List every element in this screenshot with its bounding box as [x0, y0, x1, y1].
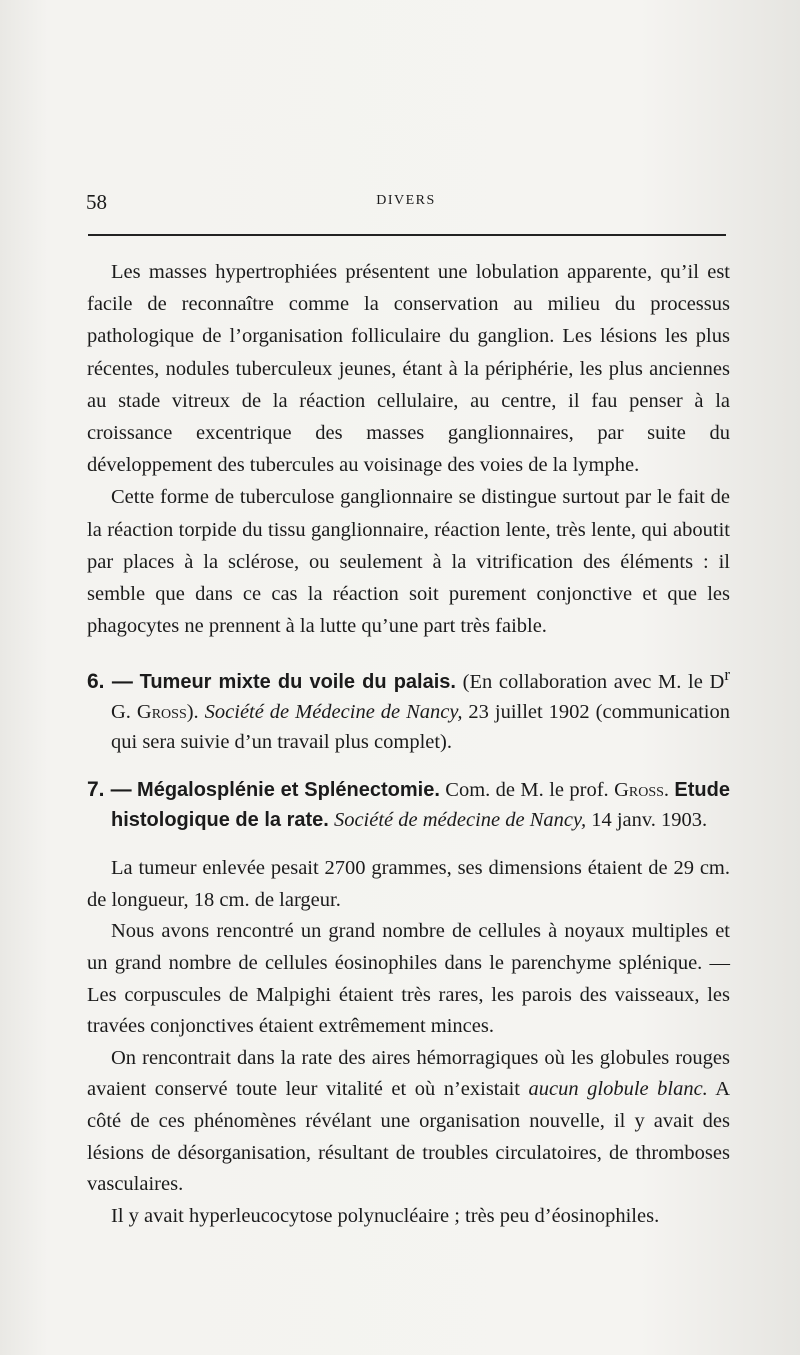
paragraph-3: La tumeur enlevée pesait 2700 grammes, ses dimensions étaient de 29 cm. de longueur, 18 cm. de largeur. — [87, 857, 730, 911]
entry-6-ref-sup: r — [724, 665, 730, 685]
page-header — [86, 190, 726, 220]
entry-6-title: Tumeur mixte du voile du palais. — [139, 671, 456, 694]
entry-7-text — [87, 775, 730, 835]
entry-7-title: Mégalosplénie et Splénectomie. — [137, 779, 440, 802]
paragraph-5-b: A côté de ces phénomènes révélant une organisation nouvelle, il y avait des lésions de désorganisation, résultant de troubles circulatoires, de thromboses vasculaires. — [87, 1078, 730, 1196]
entry-6-ref-d: 23 juillet 1902 (communication qui sera suivie d’un travail plus complet). — [111, 701, 730, 754]
entry-7-title-2: Etude histologique de la rate. — [111, 779, 730, 832]
paragraph-4: Nous avons rencontré un grand nombre de cellules à noyaux multiples et un grand nombre de cellules éosinophiles dans le parenchyme splénique. — Les corpuscules de Malpighi étaient très rares, les parois des vaisseaux, les travées conjonctives étaient extrêmement minces. — [87, 920, 730, 1038]
entry-6-journal: Société de Médecine de Nancy, — [204, 701, 463, 724]
entry-7-number: 7. — — [87, 778, 132, 802]
section-gap — [87, 835, 730, 853]
bibliography-entry-6 — [87, 660, 730, 757]
paragraph-6: Il y avait hyperleucocytose polynucléaire ; très peu d’éosinophiles. — [111, 1204, 660, 1227]
entry-6-ref-a: (En collaboration avec M. le D — [462, 671, 725, 694]
paragraph-5-italic: aucun globule blanc. — [528, 1078, 708, 1101]
page-number: 58 — [86, 190, 107, 214]
header-rule — [88, 234, 726, 236]
entry-7-journal: Société de médecine de Nancy, — [333, 809, 587, 832]
entry-6-ref-b: G. — [111, 701, 137, 724]
bibliography-entry-7 — [87, 775, 730, 835]
running-head: DIVERS — [376, 193, 436, 208]
paragraph-5-a: On rencontrait dans la rate des aires hémorragiques où les globules rouges avaient conservé toute leur vitalité et où n’existait — [87, 1046, 730, 1101]
entry-6-text — [87, 660, 730, 757]
entry-6-ref-c: ). — [186, 701, 199, 724]
paragraph-1: Les masses hypertrophiées présentent une lobulation apparente, qu’il est facile de reconnaître comme la conservation au milieu du processus pathologique de l’organisation folliculaire du ganglion. Les lésions les plus récentes, nodules tuberculeux jeunes, étant à la périphérie, les plus anciennes au stade vitreux de la réaction cellulaire, au centre, il fau penser à la croissance excentrique des masses ganglionnaires, par suite du développement des tubercules au voisinage des voies de la lymphe. — [87, 261, 730, 477]
entry-7-ref-b: 14 janv. 1903. — [586, 809, 708, 832]
entry-7-author: Gross. — [614, 779, 670, 802]
entry-6-author: Gross — [136, 701, 187, 724]
paragraph-5 — [87, 1043, 730, 1201]
entry-6-number: 6. — — [87, 670, 133, 694]
entry-7-ref-a: Com. de M. le prof. — [439, 779, 615, 802]
page-body — [87, 256, 730, 1232]
paragraph-2: Cette forme de tuberculose ganglionnaire se distingue surtout par le fait de la réaction torpide du tissu ganglionnaire, réaction lente, très lente, qui aboutit par places à la sclérose, ou seulement à la vitrification des éléments : il semble que dans ce cas la réaction soit purement conjonctive et que les phagocytes ne prennent à la lutte qu’une part très faible. — [87, 486, 730, 638]
